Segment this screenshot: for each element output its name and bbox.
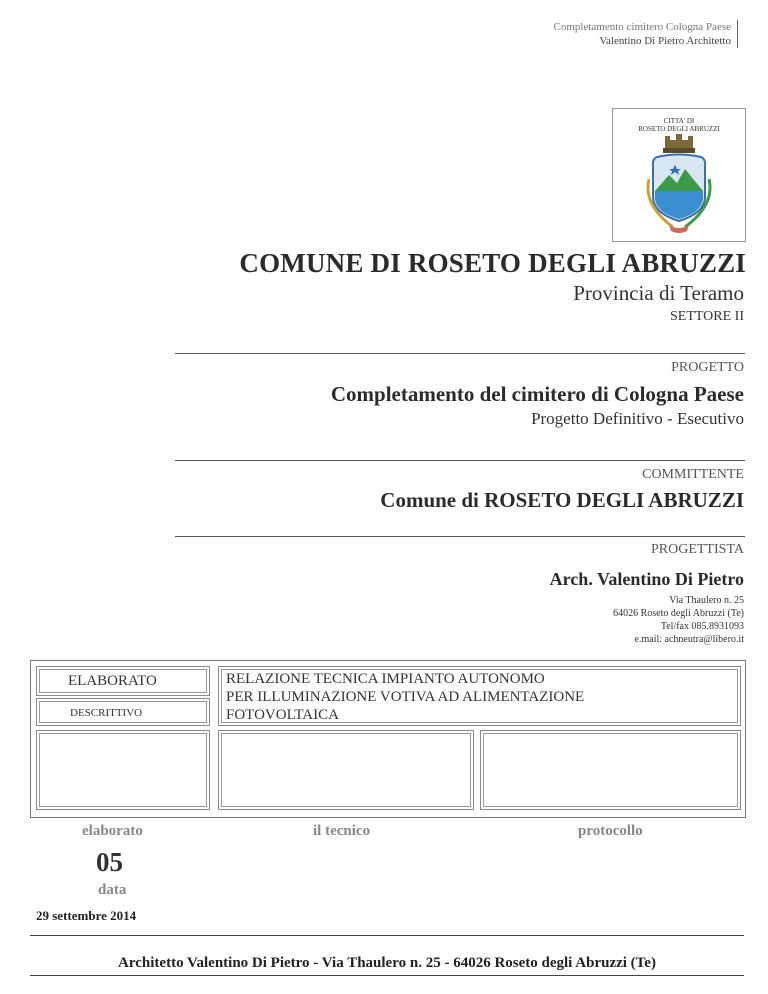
data-label: data	[98, 882, 127, 898]
relazione-line3: FOTOVOLTAICA	[226, 707, 339, 723]
progetto-subtitle: Progetto Definitivo - Esecutivo	[531, 409, 744, 428]
address-phone: Tel/fax 085.8931093	[660, 621, 744, 632]
progettista-label: PROGETTISTA	[651, 542, 744, 557]
empty-cell	[480, 730, 741, 810]
footer-divider	[30, 975, 744, 976]
provincia-subtitle: Provincia di Teramo	[573, 281, 744, 305]
empty-cell	[218, 730, 474, 810]
running-header	[431, 20, 738, 48]
header-author-line: Valentino Di Pietro Architetto	[599, 35, 731, 47]
elaborato-info-label: elaborato	[82, 823, 143, 839]
committente-name: Comune di ROSETO DEGLI ABRUZZI	[380, 488, 744, 512]
crest-emblem-icon	[613, 109, 745, 241]
relazione-line1: RELAZIONE TECNICA IMPIANTO AUTONOMO	[226, 671, 545, 687]
header-project-line: Completamento cimitero Cologna Paese	[553, 21, 731, 33]
empty-cell	[36, 730, 210, 810]
divider	[175, 353, 745, 354]
descrittivo-label: DESCRITTIVO	[70, 707, 143, 719]
address-street: Via Thaulero n. 25	[669, 595, 744, 606]
committente-label: COMMITTENTE	[642, 467, 744, 482]
crest-caption-line2: ROSETO DEGLI ABRUZZI	[638, 125, 720, 133]
divider	[175, 536, 745, 537]
address-city: 64026 Roseto degli Abruzzi (Te)	[613, 608, 744, 619]
protocollo-label: protocollo	[578, 823, 643, 839]
settore-label: SETTORE II	[669, 309, 744, 324]
footer-divider	[30, 935, 744, 936]
date-value: 29 settembre 2014	[36, 908, 137, 923]
progettista-name: Arch. Valentino Di Pietro	[549, 569, 744, 589]
progettista-address	[613, 594, 744, 646]
elaborato-number: 05	[96, 847, 123, 877]
footer-text: Architetto Valentino Di Pietro - Via Thaulero n. 25 - 64026 Roseto degli Abruzzi (Te)	[118, 955, 656, 971]
relazione-title	[226, 670, 726, 724]
elaborato-label: ELABORATO	[68, 673, 157, 689]
coat-of-arms	[612, 108, 746, 242]
comune-title: COMUNE DI ROSETO DEGLI ABRUZZI	[239, 248, 746, 278]
address-email: e.mail: achneutra@libero.it	[634, 634, 744, 645]
tecnico-label: il tecnico	[313, 823, 371, 839]
crest-caption-line1: CITTA' DI	[663, 117, 695, 125]
relazione-line2: PER ILLUMINAZIONE VOTIVA AD ALIMENTAZIONE	[226, 689, 585, 705]
progetto-title: Completamento del cimitero di Cologna Paese	[330, 382, 744, 406]
progetto-label: PROGETTO	[671, 360, 744, 375]
divider	[175, 460, 745, 461]
